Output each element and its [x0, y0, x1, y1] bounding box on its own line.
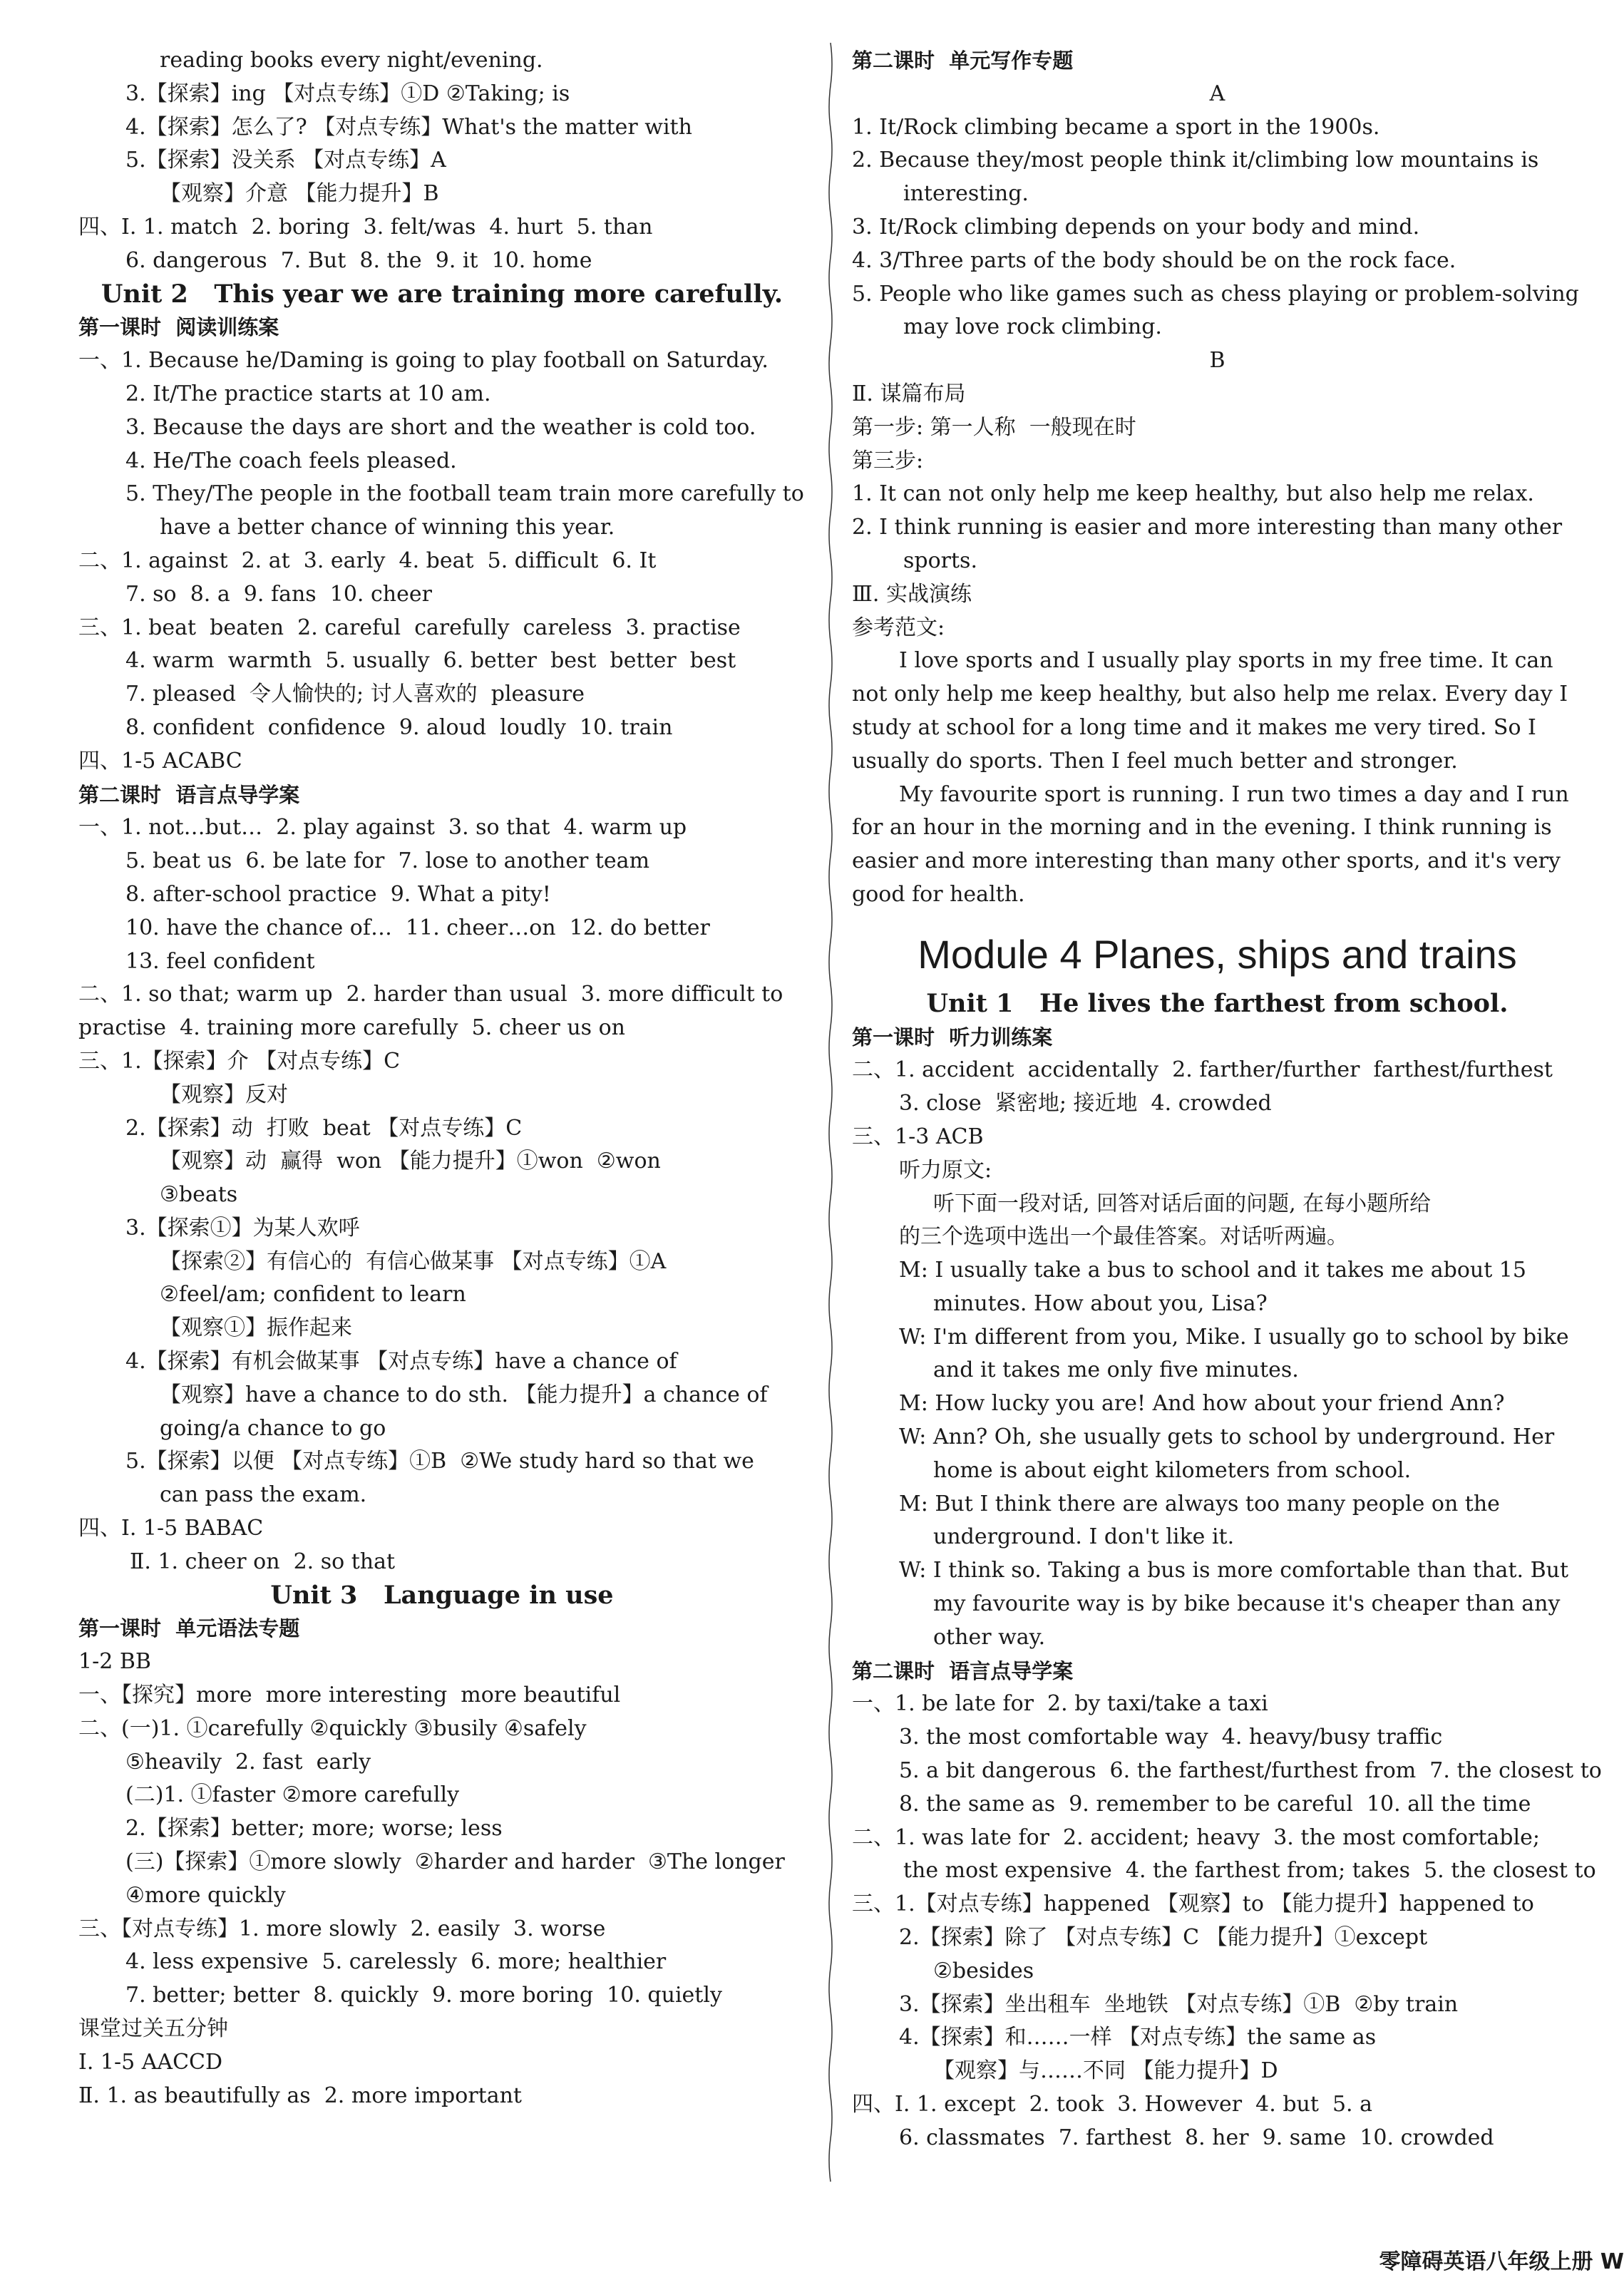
answer-line: 听力原文: — [899, 1157, 992, 1183]
module-4-section — [852, 987, 1602, 2155]
answer-line: 7. better; better 8. quickly 9. more boring 10. quietly — [125, 1983, 722, 2008]
answer-line: 【观察】have a chance to do sth. 【能力提升】a chance of — [160, 1382, 768, 1407]
unit-heading: Unit 1 He lives the farthest from school. — [926, 988, 1509, 1018]
answer-line: 三、【对点专练】1. more slowly 2. easily 3. worse — [78, 1916, 606, 1941]
answer-line: 三、1. beat beaten 2. careful carefully careless 3. practise — [78, 615, 741, 640]
answer-line: reading books every night/evening. — [160, 48, 543, 73]
answer-line: 2. Because they/most people think it/climbing low mountains is — [852, 148, 1539, 173]
unit-heading: Unit 2 This year we are training more carefully. — [101, 279, 783, 309]
answer-line: 3. the most comfortable way 4. heavy/busy traffic — [899, 1725, 1443, 1750]
answer-line: 1. It/Rock climbing became a sport in the 1900s. — [852, 114, 1380, 140]
answer-line: 8. the same as 9. remember to be careful 10. all the time — [899, 1791, 1531, 1817]
answer-line: (二)1. ①faster ②more carefully — [125, 1782, 460, 1808]
answer-line: 【观察】与……不同 【能力提升】D — [933, 2058, 1278, 2084]
answer-line: 3. Because the days are short and the weather is cold too. — [125, 414, 756, 440]
answer-line: M: How lucky you are! And how about your friend Ann? — [899, 1391, 1505, 1417]
answer-line: 7. so 8. a 9. fans 10. cheer — [125, 581, 432, 607]
answer-line: sports. — [903, 548, 977, 573]
answer-line: 二、1. accident accidentally 2. farther/further farthest/furthest — [852, 1057, 1553, 1083]
answer-line: 10. have the chance of… 11. cheer…on 12. do better — [125, 915, 710, 940]
lesson-heading: 第二课时 语言点导学案 — [852, 1658, 1074, 1683]
answer-line: 1. It can not only help me keep healthy, but also help me relax. — [852, 481, 1534, 507]
answer-line: and it takes me only five minutes. — [933, 1357, 1299, 1383]
answer-line: 5. They/The people in the football team train more carefully to — [125, 481, 804, 507]
answer-line: 2.【探索】better; more; worse; less — [125, 1816, 503, 1842]
answer-line: ③beats — [160, 1182, 238, 1208]
left-column — [78, 44, 806, 2112]
answer-line: my favourite way is by bike because it's cheaper than any — [933, 1591, 1561, 1617]
answer-line: 2.【探索】除了 【对点专练】C 【能力提升】①except — [899, 1925, 1428, 1951]
answer-line: minutes. How about you, Lisa? — [933, 1290, 1268, 1316]
answer-line: 4. less expensive 5. carelessly 6. more; healthier — [125, 1949, 667, 1975]
column-divider — [827, 43, 834, 2203]
sample-essay — [852, 645, 1583, 911]
answer-line: M: But I think there are always too many people on the — [899, 1491, 1500, 1516]
answer-line: ②besides — [933, 1958, 1034, 1983]
answer-line: 二、1. was late for 2. accident; heavy 3. the most comfortable; — [852, 1824, 1540, 1850]
answer-line: other way. — [933, 1624, 1046, 1650]
answer-line: 3. close 紧密地; 接近地 4. crowded — [899, 1091, 1272, 1116]
answer-line: Ⅱ. 1. cheer on 2. so that — [130, 1549, 396, 1574]
answer-line: 8. after-school practice 9. What a pity! — [125, 881, 551, 907]
answer-line: the most expensive 4. the farthest from; takes 5. the closest to — [903, 1858, 1596, 1884]
answer-line: 7. pleased 令人愉快的; 讨人喜欢的 pleasure — [125, 682, 585, 707]
answer-line: 一、1. not…but… 2. play against 3. so that 4. warm up — [78, 815, 687, 841]
answer-line: M: I usually take a bus to school and it takes me about 15 — [899, 1258, 1526, 1283]
answer-line: practise 4. training more carefully 5. cheer us on — [78, 1015, 625, 1041]
essay-paragraph: I love sports and I usually play sports in my free time. It can not only help me keep healthy, but also help me relax. Every day I study at school for a long time and it makes me very tired. So I usually do sports. Then I feel much better and stronger. — [852, 648, 1568, 774]
answer-line: 【观察①】振作起来 — [160, 1315, 352, 1341]
lesson-heading: 第二课时 单元写作专题 — [852, 48, 1074, 73]
answer-line: 5.【探索】没关系 【对点专练】A — [125, 148, 446, 173]
answer-line: may love rock climbing. — [903, 314, 1162, 340]
module-title: Module 4 Planes, ships and trains — [918, 931, 1517, 977]
answer-line: 4. He/The coach feels pleased. — [125, 448, 457, 473]
answer-line: W: I'm different from you, Mike. I usually go to school by bike — [899, 1324, 1569, 1350]
answer-line: 【探索②】有信心的 有信心做某事 【对点专练】①A — [160, 1248, 667, 1274]
answer-line: 课堂过关五分钟 — [78, 2016, 228, 2042]
answer-line: 四、Ⅰ. 1-5 BABAC — [78, 1516, 264, 1541]
answer-line: 2. It/The practice starts at 10 am. — [125, 381, 491, 406]
answer-line: B — [1209, 348, 1225, 374]
answer-line: 4. 3/Three parts of the body should be on the rock face. — [852, 247, 1456, 273]
answer-line: 【观察】反对 — [160, 1082, 288, 1107]
answer-line: 二、1. so that; warm up 2. harder than usual 3. more difficult to — [78, 982, 783, 1007]
answer-line: Ⅲ. 实战演练 — [852, 581, 972, 607]
answer-line: 三、1-3 ACB — [852, 1124, 984, 1149]
answer-line: Ⅱ. 1. as beautifully as 2. more important — [78, 2083, 522, 2108]
answer-line: 的三个选项中选出一个最佳答案。对话听两遍。 — [899, 1224, 1348, 1250]
answer-line: going/a chance to go — [160, 1415, 386, 1441]
lesson-heading: 第一课时 单元语法专题 — [78, 1616, 300, 1641]
answer-line: 2.【探索】动 打败 beat 【对点专练】C — [125, 1115, 523, 1141]
answer-line: 3.【探索】ing 【对点专练】①D ②Taking; is — [125, 81, 570, 106]
answer-line: 6. classmates 7. farthest 8. her 9. same 10. crowded — [899, 2125, 1494, 2150]
answer-line: interesting. — [903, 181, 1029, 207]
answer-line: 三、1.【对点专练】happened 【观察】to 【能力提升】happened to — [852, 1891, 1534, 1917]
answer-line: 二、1. against 2. at 3. early 4. beat 5. difficult 6. It — [78, 548, 657, 573]
answer-line: 4.【探索】怎么了? 【对点专练】What's the matter with — [125, 114, 692, 140]
answer-line: 第三步: — [852, 448, 924, 473]
essay-paragraph: My favourite sport is running. I run two times a day and I run for an hour in the morning and in the evening. I think running is easier and more interesting than many other sports, and it's very good for health. — [852, 781, 1569, 907]
answer-line: 1-2 BB — [78, 1649, 151, 1675]
answer-line: 4.【探索】有机会做某事 【对点专练】have a chance of — [125, 1349, 677, 1375]
answer-line: 第一步: 第一人称 一般现在时 — [852, 414, 1136, 440]
answer-line: 3.【探索①】为某人欢呼 — [125, 1215, 360, 1241]
answer-line: 3. It/Rock climbing depends on your body and mind. — [852, 214, 1420, 240]
lesson-heading: 第一课时 阅读训练案 — [78, 315, 279, 340]
page-footer: 零障碍英语八年级上册 W — [1379, 2249, 1624, 2274]
right-column — [852, 44, 1602, 2155]
answer-line: 【观察】介意 【能力提升】B — [160, 181, 439, 207]
answer-line: home is about eight kilometers from school. — [933, 1457, 1412, 1483]
answer-line: underground. I don't like it. — [933, 1524, 1235, 1550]
answer-line: 【观察】动 赢得 won 【能力提升】①won ②won — [160, 1149, 661, 1174]
answer-line: ⑤heavily 2. fast early — [125, 1749, 371, 1775]
answer-line: can pass the exam. — [160, 1482, 367, 1508]
answer-line: 四、1-5 ACABC — [78, 748, 242, 774]
answer-line: 四、Ⅰ. 1. except 2. took 3. However 4. but 5. a — [852, 2092, 1373, 2117]
answer-line: have a better chance of winning this year. — [160, 515, 615, 540]
answer-line: A — [1209, 81, 1225, 106]
answer-line: 5. beat us 6. be late for 7. lose to another team — [125, 848, 650, 874]
answer-line: 4.【探索】和……一样 【对点专练】the same as — [899, 2025, 1377, 2050]
answer-line: 5. a bit dangerous 6. the farthest/furthest from 7. the closest to — [899, 1758, 1602, 1784]
answer-line: ④more quickly — [125, 1882, 286, 1908]
answer-line: 4. warm warmth 5. usually 6. better best better best — [125, 648, 736, 674]
answer-line: 三、1.【探索】介 【对点专练】C — [78, 1048, 401, 1074]
answer-line: 一、1. Because he/Daming is going to play football on Saturday. — [78, 348, 769, 374]
answer-line: 参考范文: — [852, 615, 945, 640]
answer-line: Ⅱ. 谋篇布局 — [852, 381, 966, 406]
answer-line: 5. People who like games such as chess playing or problem-solving — [852, 281, 1579, 307]
answer-line: 2. I think running is easier and more interesting than many other — [852, 515, 1563, 540]
answer-line: ②feel/am; confident to learn — [160, 1282, 466, 1308]
answer-line: 听下面一段对话, 回答对话后面的问题, 在每小题所给 — [933, 1191, 1432, 1216]
answer-line: W: Ann? Oh, she usually gets to school by underground. Her — [899, 1424, 1555, 1450]
answer-line: 四、Ⅰ. 1. match 2. boring 3. felt/was 4. hurt 5. than — [78, 214, 653, 240]
writing-section — [852, 44, 1583, 645]
answer-line: W: I think so. Taking a bus is more comfortable than that. But — [899, 1558, 1568, 1583]
answer-line: 一、【探究】more more interesting more beautiful — [78, 1683, 621, 1708]
answer-line: 8. confident confidence 9. aloud loudly 10. train — [125, 714, 673, 740]
answer-line: 13. feel confident — [125, 948, 315, 974]
unit-heading: Unit 3 Language in use — [270, 1580, 614, 1610]
lesson-heading: 第二课时 语言点导学案 — [78, 782, 300, 807]
answer-line: 一、1. be late for 2. by taxi/take a taxi — [852, 1691, 1268, 1717]
answer-line: 3.【探索】坐出租车 坐地铁 【对点专练】①B ②by train — [899, 1991, 1459, 2017]
answer-line: 二、(一)1. ①carefully ②quickly ③busily ④safely — [78, 1715, 587, 1741]
answer-line: 5.【探索】以便 【对点专练】①B ②We study hard so that we — [125, 1449, 754, 1474]
lesson-heading: 第一课时 听力训练案 — [852, 1025, 1053, 1049]
answer-line: Ⅰ. 1-5 AACCD — [78, 2049, 223, 2075]
answer-line: 6. dangerous 7. But 8. the 9. it 10. home — [125, 247, 592, 273]
answer-line: (三)【探索】①more slowly ②harder and harder ③The longer — [125, 1849, 785, 1875]
